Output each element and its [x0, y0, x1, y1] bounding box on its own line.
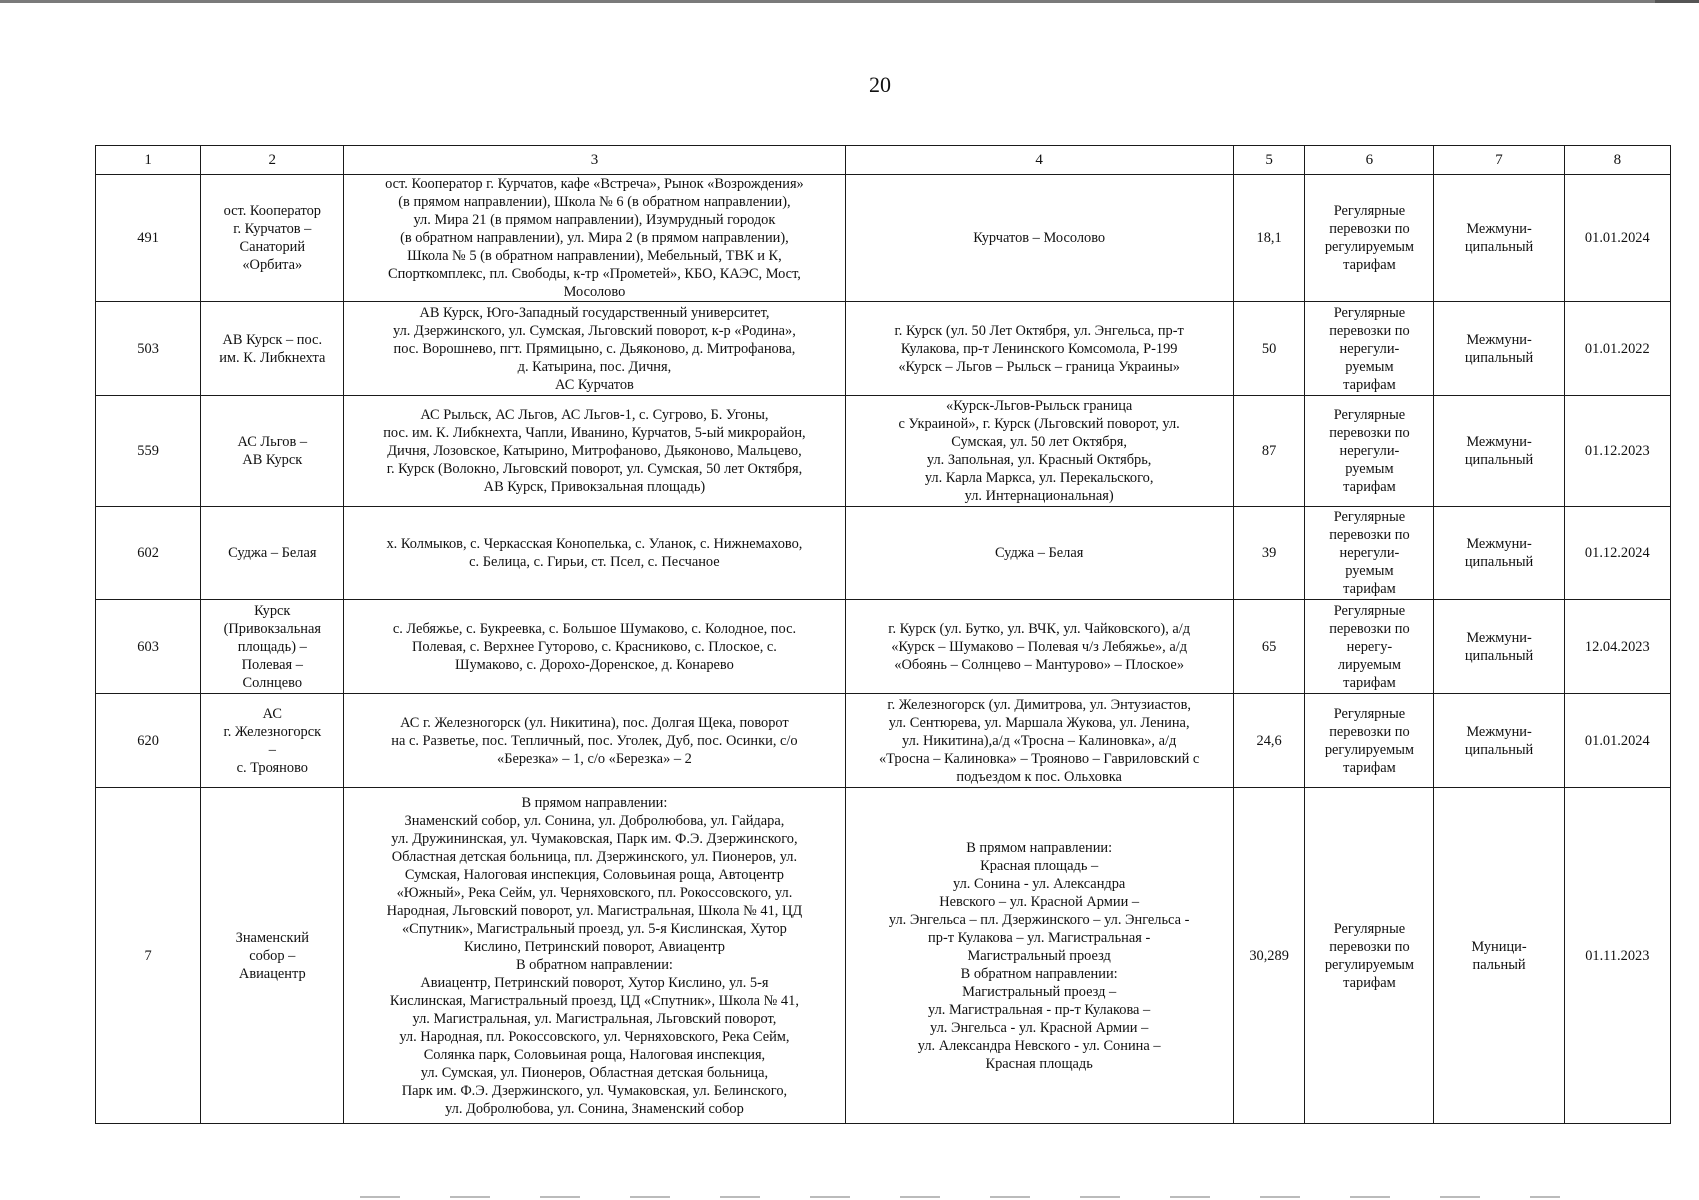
route-kind: Межмуни- ципальный — [1434, 600, 1564, 694]
route-streets: Суджа – Белая — [845, 507, 1233, 600]
route-stops: АС г. Железногорск (ул. Никитина), пос. Долгая Щека, поворот на с. Разветье, пос. Тепличный, пос. Уголек, Дуб, пос. Осинки, с/о «Березка» – 1, с/о «Березка» – 2 — [344, 694, 845, 788]
table-row — [96, 600, 1671, 694]
route-kind: Межмуни- ципальный — [1434, 507, 1564, 600]
scan-bottom-edge — [360, 1196, 1560, 1198]
route-number: 602 — [96, 507, 201, 600]
route-streets: Курчатов – Мосолово — [845, 175, 1233, 302]
start-date: 01.12.2023 — [1564, 396, 1670, 507]
route-length: 87 — [1233, 396, 1305, 507]
route-stops: В прямом направлении: Знаменский собор, ул. Сонина, ул. Добролюбова, ул. Гайдара, ул. Дружининская, ул. Чумаковская, Парк им. Ф.Э. Дзержинского, Областная детская больница, пл. Дзержинского, ул. Пионеров, ул. Сумская, Налоговая инспекция, Соловьиная роща, Автоцентр «Южный», Река Сейм, ул. Черняховского, пл. Рокоссовского, ул. Народная, Льговский поворот, ул. Магистральная, Школа № 41, ЦД «Спутник», Магистральный проезд, ул. 5-я Кислинская, Хутор Кислино, Петринский поворот, Авиацентр В обратном направлении: Авиацентр, Петринский поворот, Хутор Кислино, ул. 5-я Кислинская, Магистральный проезд, ЦД «Спутник», Школа № 41, ул. Магистральная, ул. Магистральная, Льговский поворот, ул. Народная, пл. Рокоссовского, ул. Черняховского, Река Сейм, Солянка парк, Соловьиная роща, Налоговая инспекция, ул. Сумская, ул. Пионеров, Областная детская больница, Парк им. Ф.Э. Дзержинского, ул. Чумаковская, ул. Белинского, ул. Добролюбова, ул. Сонина, Знаменский собор — [344, 788, 845, 1124]
page-number: 20 — [869, 72, 891, 97]
route-length: 65 — [1233, 600, 1305, 694]
route-length: 24,6 — [1233, 694, 1305, 788]
start-date: 01.12.2024 — [1564, 507, 1670, 600]
route-name: Суджа – Белая — [201, 507, 344, 600]
start-date: 01.01.2022 — [1564, 302, 1670, 396]
route-length: 30,289 — [1233, 788, 1305, 1124]
table-row — [96, 302, 1671, 396]
routes-table — [95, 145, 1671, 1124]
route-name: ост. Кооператор г. Курчатов – Санаторий «Орбита» — [201, 175, 344, 302]
start-date: 12.04.2023 — [1564, 600, 1670, 694]
route-streets: г. Железногорск (ул. Димитрова, ул. Энтузиастов, ул. Сентюрева, ул. Маршала Жукова, ул. Ленина, ул. Никитина),а/д «Тросна – Калиновка», а/д «Тросна – Калиновка» – Трояново – Гавриловский с подъездом к пос. Ольховка — [845, 694, 1233, 788]
route-name: Курск (Привокзальная площадь) – Полевая – Солнцево — [201, 600, 344, 694]
route-number: 491 — [96, 175, 201, 302]
route-kind: Межмуни- ципальный — [1434, 175, 1564, 302]
transport-type: Регулярные перевозки по регулируемым тарифам — [1305, 694, 1434, 788]
route-name: АВ Курск – пос. им. К. Либкнехта — [201, 302, 344, 396]
route-streets: «Курск-Льгов-Рыльск граница с Украиной», г. Курск (Льговский поворот, ул. Сумская, ул. 50 лет Октября, ул. Запольная, ул. Красный Октябрь, ул. Карла Маркса, ул. Перекальского, ул. Интернациональная) — [845, 396, 1233, 507]
table-row — [96, 788, 1671, 1124]
scan-top-edge — [0, 0, 1699, 3]
transport-type: Регулярные перевозки по нерегули- руемым тарифам — [1305, 507, 1434, 600]
table-row — [96, 175, 1671, 302]
route-length: 50 — [1233, 302, 1305, 396]
column-header: 4 — [845, 146, 1233, 175]
route-length: 39 — [1233, 507, 1305, 600]
route-kind: Муници- пальный — [1434, 788, 1564, 1124]
route-streets: г. Курск (ул. Бутко, ул. ВЧК, ул. Чайковского), а/д «Курск – Шумаково – Полевая ч/з Лебяжье», а/д «Обоянь – Солнцево – Мантурово» – Плоское» — [845, 600, 1233, 694]
route-stops: ост. Кооператор г. Курчатов, кафе «Встреча», Рынок «Возрождения» (в прямом направлении), Школа № 6 (в обратном направлении), ул. Мира 21 (в прямом направлении), Изумрудный городок (в обратном направлении), ул. Мира 2 (в прямом направлении), Школа № 5 (в обратном направлении), Мебельный, ТВК и К, Спорткомплекс, пл. Свободы, к-тр «Прометей», КБО, КАЭС, Мост, Мосолово — [344, 175, 845, 302]
route-stops: х. Колмыков, с. Черкасская Конопелька, с. Уланок, с. Нижнемахово, с. Белица, с. Гирьи, ст. Псел, с. Песчаное — [344, 507, 845, 600]
route-name: АС Льгов – АВ Курск — [201, 396, 344, 507]
column-header: 2 — [201, 146, 344, 175]
start-date: 01.01.2024 — [1564, 694, 1670, 788]
table-row — [96, 694, 1671, 788]
route-stops: АВ Курск, Юго-Западный государственный университет, ул. Дзержинского, ул. Сумская, Льговский поворот, к-р «Родина», пос. Ворошнево, пгт. Прямицыно, с. Дьяконово, д. Митрофанова, д. Катырина, пос. Дичня, АС Курчатов — [344, 302, 845, 396]
transport-type: Регулярные перевозки по нерегу- лируемым тарифам — [1305, 600, 1434, 694]
route-stops: АС Рыльск, АС Льгов, АС Льгов-1, с. Сугрово, Б. Угоны, пос. им. К. Либкнехта, Чапли, Иванино, Курчатов, 5-ый микрорайон, Дичня, Лозовское, Катырино, Митрофаново, Дьяконово, Мальцево, г. Курск (Волокно, Льговский поворот, ул. Сумская, 50 лет Октября, АВ Курск, Привокзальная площадь) — [344, 396, 845, 507]
start-date: 01.11.2023 — [1564, 788, 1670, 1124]
route-number: 559 — [96, 396, 201, 507]
route-number: 503 — [96, 302, 201, 396]
route-name: АС г. Железногорск – с. Трояново — [201, 694, 344, 788]
column-header: 3 — [344, 146, 845, 175]
route-stops: с. Лебяжье, с. Букреевка, с. Большое Шумаково, с. Колодное, пос. Полевая, с. Верхнее Гуторово, с. Красниково, с. Плоское, с. Шумаково, с. Дорохо-Доренское, д. Конарево — [344, 600, 845, 694]
route-kind: Межмуни- ципальный — [1434, 396, 1564, 507]
route-number: 7 — [96, 788, 201, 1124]
route-kind: Межмуни- ципальный — [1434, 694, 1564, 788]
scan-corner-mark — [1655, 0, 1699, 18]
table-row — [96, 396, 1671, 507]
transport-type: Регулярные перевозки по регулируемым тарифам — [1305, 175, 1434, 302]
column-header: 5 — [1233, 146, 1305, 175]
column-header: 7 — [1434, 146, 1564, 175]
column-header: 1 — [96, 146, 201, 175]
route-name: Знаменский собор – Авиацентр — [201, 788, 344, 1124]
column-header: 6 — [1305, 146, 1434, 175]
start-date: 01.01.2024 — [1564, 175, 1670, 302]
table-row — [96, 507, 1671, 600]
transport-type: Регулярные перевозки по регулируемым тарифам — [1305, 788, 1434, 1124]
route-number: 603 — [96, 600, 201, 694]
transport-type: Регулярные перевозки по нерегули- руемым тарифам — [1305, 302, 1434, 396]
route-streets: г. Курск (ул. 50 Лет Октября, ул. Энгельса, пр-т Кулакова, пр-т Ленинского Комсомола, Р-199 «Курск – Льгов – Рыльск – граница Украины» — [845, 302, 1233, 396]
route-kind: Межмуни- ципальный — [1434, 302, 1564, 396]
column-header: 8 — [1564, 146, 1670, 175]
route-length: 18,1 — [1233, 175, 1305, 302]
route-streets: В прямом направлении: Красная площадь – ул. Сонина - ул. Александра Невского – ул. Красной Армии – ул. Энгельса – пл. Дзержинского – ул. Энгельса - пр-т Кулакова – ул. Магистральная - Магистральный проезд В обратном направлении: Магистральный проезд – ул. Магистральная - пр-т Кулакова – ул. Энгельса - ул. Красной Армии – ул. Александра Невского - ул. Сонина – Красная площадь — [845, 788, 1233, 1124]
table-header-row — [96, 146, 1671, 175]
route-number: 620 — [96, 694, 201, 788]
transport-type: Регулярные перевозки по нерегули- руемым тарифам — [1305, 396, 1434, 507]
